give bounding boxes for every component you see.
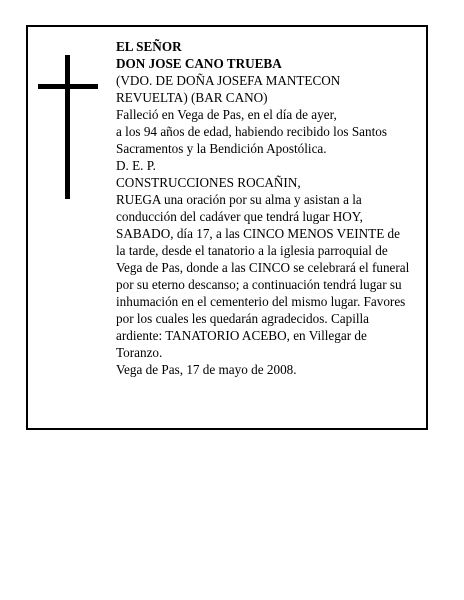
death-statement-line-3: Sacramentos y la Bendición Apostólica. <box>116 141 327 156</box>
request-line-7: inhumación en el cementerio del mismo lugar. Favores <box>116 294 406 309</box>
company-name: CONSTRUCCIONES ROCAÑIN, <box>116 175 301 190</box>
request-line-1: RUEGA una oración por su alma y asistan a la <box>116 192 362 207</box>
deceased-title: EL SEÑOR <box>116 39 182 54</box>
cross-horizontal-bar <box>38 84 98 89</box>
request-line-4: la tarde, desde el tanatorio a la iglesia parroquial de <box>116 243 388 258</box>
request-line-5: Vega de Pas, donde a las CINCO se celebrará el funeral <box>116 260 410 275</box>
notice-body <box>116 38 416 378</box>
widower-note-line-2: REVUELTA) (BAR CANO) <box>116 90 268 105</box>
request-line-9: ardiente: TANATORIO ACEBO, en Villegar de <box>116 328 367 343</box>
widower-note-line-1: (VDO. DE DOÑA JOSEFA MANTECON <box>116 73 341 88</box>
request-line-8: por los cuales les quedarán agradecidos. Capilla <box>116 311 370 326</box>
request-line-3: SABADO, día 17, a las CINCO MENOS VEINTE de <box>116 226 401 241</box>
cross-icon <box>38 55 98 200</box>
obituary-notice <box>26 25 428 430</box>
deceased-name: DON JOSE CANO TRUEBA <box>116 56 282 71</box>
request-line-6: por su eterno descanso; a continuación tendrá lugar su <box>116 277 402 292</box>
death-statement-line-1: Falleció en Vega de Pas, en el día de ayer, <box>116 107 337 122</box>
request-line-2: conducción del cadáver que tendrá lugar HOY, <box>116 209 363 224</box>
cross-vertical-bar <box>65 55 70 199</box>
place-and-date: Vega de Pas, 17 de mayo de 2008. <box>116 362 297 377</box>
rip-line: D. E. P. <box>116 158 156 173</box>
request-line-10: Toranzo. <box>116 345 163 360</box>
death-statement-line-2: a los 94 años de edad, habiendo recibido los Santos <box>116 124 388 139</box>
